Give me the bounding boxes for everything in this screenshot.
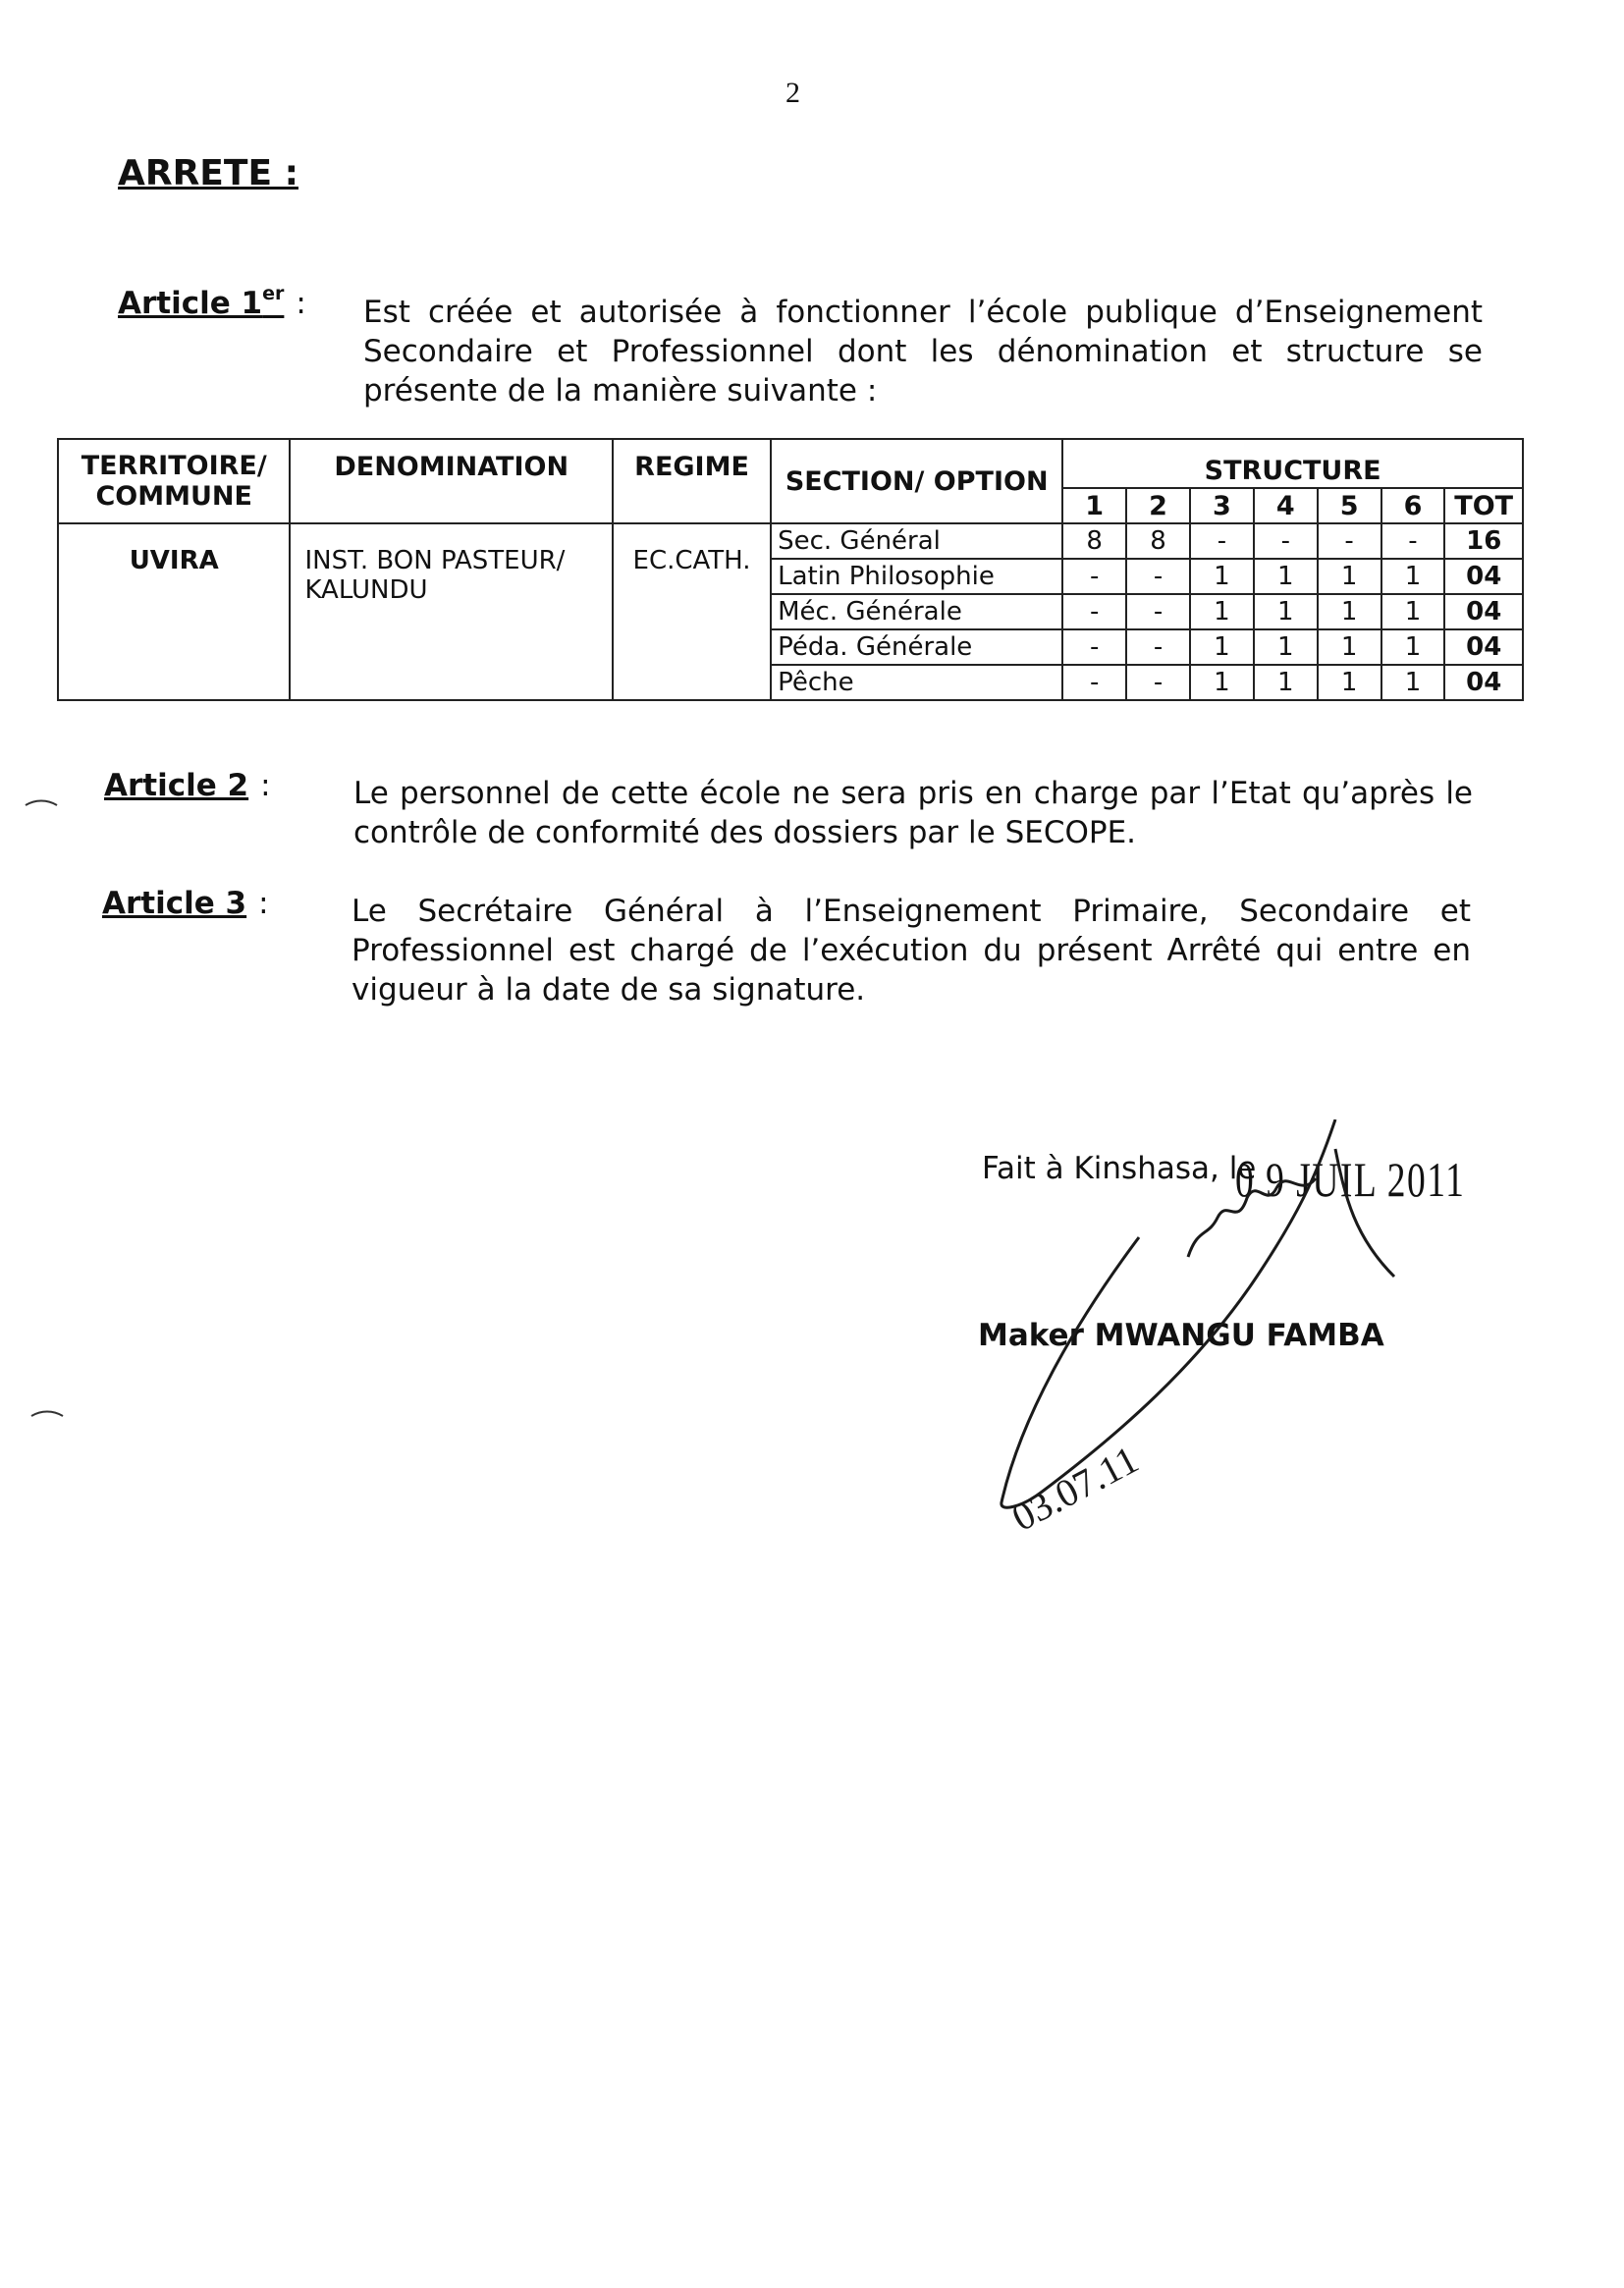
value-cell: - bbox=[1062, 559, 1126, 594]
header-class-5: 5 bbox=[1318, 488, 1381, 523]
article-1-label: Article 1er : bbox=[118, 283, 306, 321]
value-cell: 1 bbox=[1254, 594, 1318, 629]
value-cell: 1 bbox=[1318, 559, 1381, 594]
value-cell: 1 bbox=[1254, 559, 1318, 594]
value-cell: - bbox=[1254, 523, 1318, 559]
value-cell: 1 bbox=[1254, 629, 1318, 665]
header-class-3: 3 bbox=[1190, 488, 1254, 523]
value-cell: - bbox=[1126, 559, 1190, 594]
value-cell: 8 bbox=[1126, 523, 1190, 559]
total-cell: 04 bbox=[1444, 594, 1523, 629]
total-cell: 04 bbox=[1444, 559, 1523, 594]
value-cell: 1 bbox=[1190, 665, 1254, 700]
value-cell: - bbox=[1381, 523, 1445, 559]
article-3-label: Article 3 : bbox=[102, 886, 269, 921]
article-3-text: Le Secrétaire Général à l’Enseignement Primaire, Secondaire et Professionnel est chargé de l’exécution du présent Arrêté qui entre en vigueur à la date de sa signature. bbox=[352, 894, 1471, 1008]
option-cell: Péda. Générale bbox=[771, 629, 1062, 665]
value-cell: 8 bbox=[1062, 523, 1126, 559]
total-cell: 16 bbox=[1444, 523, 1523, 559]
value-cell: 1 bbox=[1381, 559, 1445, 594]
header-structure: STRUCTURE bbox=[1062, 439, 1523, 488]
handwritten-date: 03.07.11 bbox=[1004, 1437, 1146, 1540]
value-cell: 1 bbox=[1381, 665, 1445, 700]
signatory-name: Maker MWANGU FAMBA bbox=[978, 1318, 1384, 1353]
regime-cell: EC.CATH. bbox=[613, 523, 771, 700]
header-class-6: 6 bbox=[1381, 488, 1445, 523]
denomination-cell: INST. BON PASTEUR/ KALUNDU bbox=[290, 523, 613, 700]
territoire-cell: UVIRA bbox=[58, 523, 290, 700]
header-denomination: DENOMINATION bbox=[290, 439, 613, 523]
value-cell: - bbox=[1318, 523, 1381, 559]
value-cell: 1 bbox=[1254, 665, 1318, 700]
value-cell: - bbox=[1126, 665, 1190, 700]
value-cell: 1 bbox=[1381, 629, 1445, 665]
value-cell: - bbox=[1126, 629, 1190, 665]
option-cell: Pêche bbox=[771, 665, 1062, 700]
school-structure-table bbox=[57, 438, 1524, 701]
stamped-date: 0 9 JUIL 2011 bbox=[1235, 1152, 1466, 1207]
margin-mark bbox=[29, 1408, 65, 1420]
header-class-1: 1 bbox=[1062, 488, 1126, 523]
value-cell: 1 bbox=[1381, 594, 1445, 629]
header-territoire: TERRITOIRE/ COMMUNE bbox=[58, 439, 290, 523]
value-cell: 1 bbox=[1190, 594, 1254, 629]
handwritten-signature bbox=[962, 1119, 1434, 1552]
value-cell: - bbox=[1062, 594, 1126, 629]
value-cell: 1 bbox=[1318, 594, 1381, 629]
table-row bbox=[58, 523, 1523, 559]
margin-mark bbox=[24, 797, 59, 809]
place-and-date-label: Fait à Kinshasa, le bbox=[982, 1151, 1257, 1186]
option-cell: Latin Philosophie bbox=[771, 559, 1062, 594]
article-1-text: Est créée et autorisée à fonctionner l’école publique d’Enseignement Secondaire et Professionnel dont les dénomination et structure se présente de la manière suivante : bbox=[363, 295, 1483, 409]
value-cell: 1 bbox=[1318, 629, 1381, 665]
header-total: TOT bbox=[1444, 488, 1523, 523]
value-cell: 1 bbox=[1190, 559, 1254, 594]
article-2-label: Article 2 : bbox=[104, 768, 271, 803]
value-cell: - bbox=[1062, 665, 1126, 700]
decree-heading: ARRETE : bbox=[118, 153, 298, 193]
value-cell: - bbox=[1062, 629, 1126, 665]
value-cell: - bbox=[1126, 594, 1190, 629]
value-cell: 1 bbox=[1318, 665, 1381, 700]
page-number: 2 bbox=[785, 77, 800, 109]
header-regime: REGIME bbox=[613, 439, 771, 523]
header-class-2: 2 bbox=[1126, 488, 1190, 523]
option-cell: Sec. Général bbox=[771, 523, 1062, 559]
value-cell: 1 bbox=[1190, 629, 1254, 665]
total-cell: 04 bbox=[1444, 665, 1523, 700]
option-cell: Méc. Générale bbox=[771, 594, 1062, 629]
total-cell: 04 bbox=[1444, 629, 1523, 665]
header-section-option: SECTION/ OPTION bbox=[771, 439, 1062, 523]
header-class-4: 4 bbox=[1254, 488, 1318, 523]
value-cell: - bbox=[1190, 523, 1254, 559]
article-2-text: Le personnel de cette école ne sera pris en charge par l’Etat qu’après le contrôle de conformité des dossiers par le SECOPE. bbox=[353, 776, 1473, 850]
